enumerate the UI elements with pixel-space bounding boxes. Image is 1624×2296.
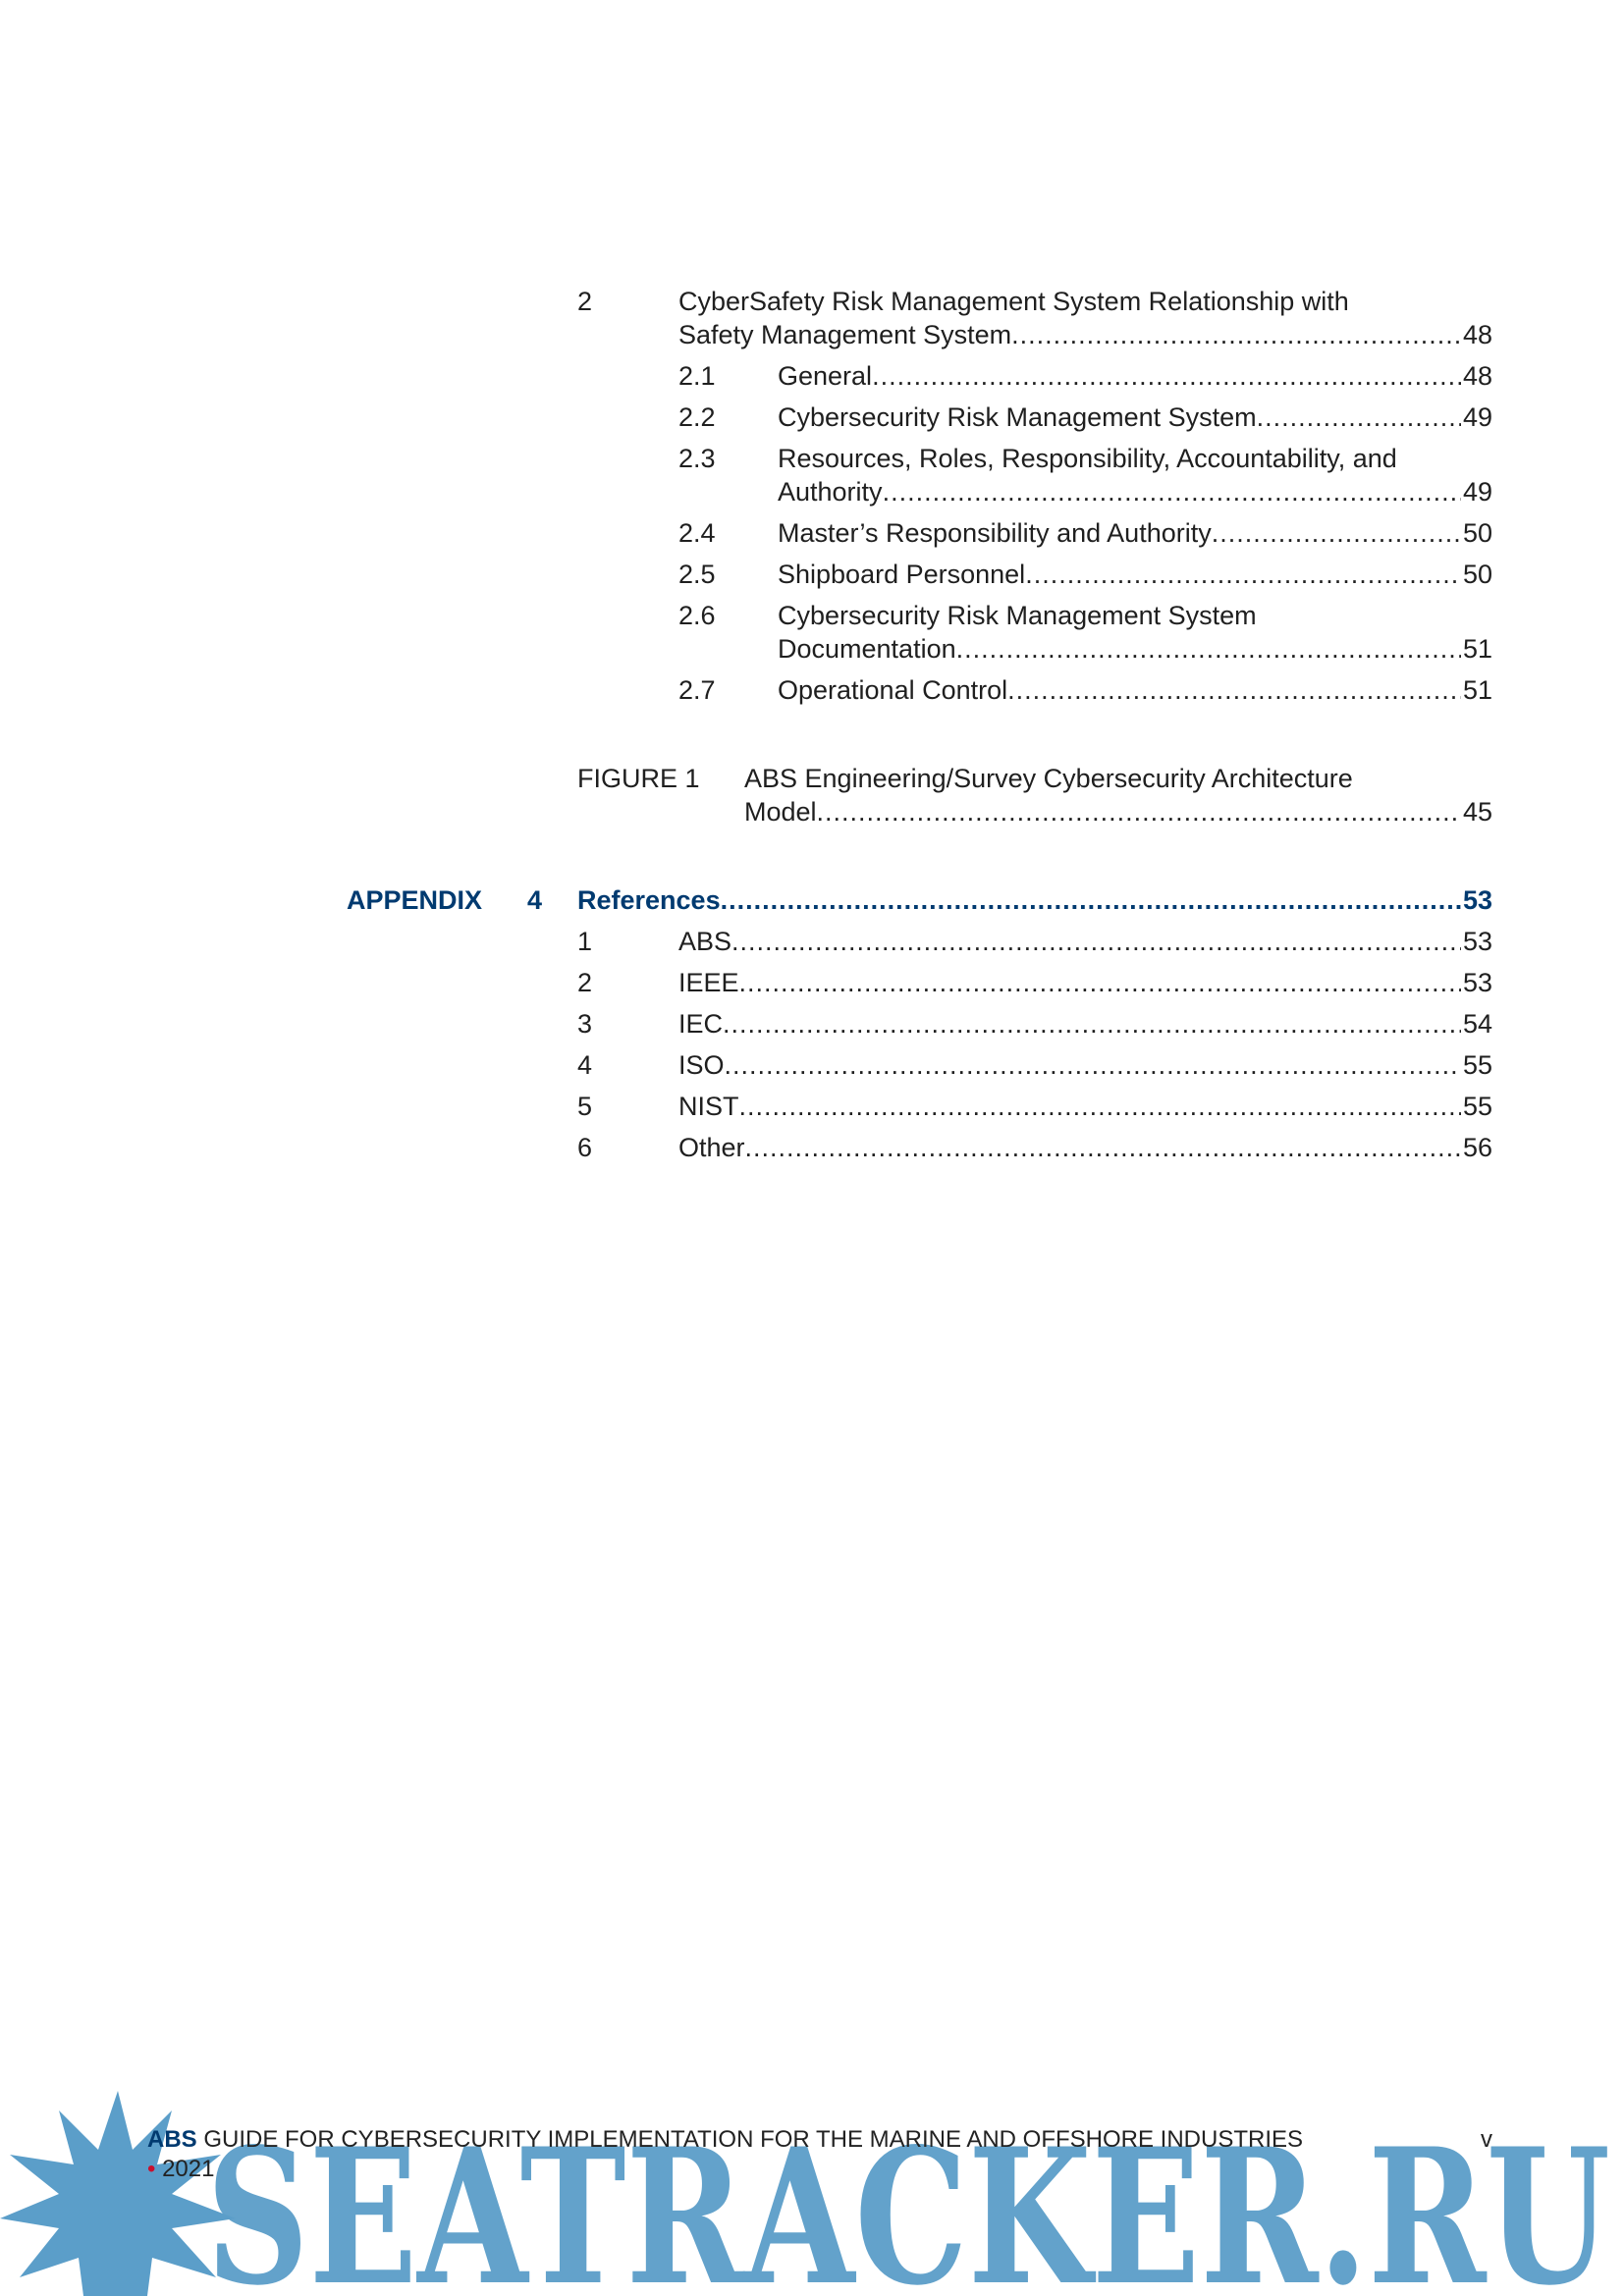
toc-entry-ref-2[interactable] bbox=[577, 966, 1492, 999]
figure-title-line1: ABS Engineering/Survey Cybersecurity Architecture bbox=[744, 764, 1353, 793]
figure-title-line2: Model bbox=[744, 797, 817, 827]
dot-leader bbox=[872, 359, 1461, 393]
page-number: 50 bbox=[1462, 518, 1492, 548]
footer-year: 2021 bbox=[162, 2156, 215, 2182]
toc-entry-2-5[interactable] bbox=[678, 558, 1492, 591]
dot-leader bbox=[1212, 516, 1461, 550]
item-number: 4 bbox=[577, 1050, 593, 1080]
page-number: 51 bbox=[1462, 675, 1492, 705]
subsection-number: 2.1 bbox=[678, 361, 716, 391]
toc-entry-ref-3[interactable] bbox=[577, 1007, 1492, 1041]
subsection-title: Shipboard Personnel bbox=[778, 560, 1026, 589]
item-title: ABS bbox=[678, 927, 732, 956]
item-number: 2 bbox=[577, 968, 593, 997]
subsection-title: Master’s Responsibility and Authority bbox=[778, 518, 1212, 548]
footer-bullet: • bbox=[147, 2156, 156, 2182]
subsection-title-line2: Authority bbox=[778, 477, 883, 507]
page-number: 55 bbox=[1462, 1050, 1492, 1080]
subsection-number: 2.5 bbox=[678, 560, 716, 589]
watermark-text: SEATRACKER.RU bbox=[206, 2108, 1610, 2296]
item-title: ISO bbox=[678, 1050, 725, 1080]
item-title: IEC bbox=[678, 1009, 724, 1039]
dot-leader bbox=[745, 1131, 1461, 1164]
toc-entry-2-4[interactable] bbox=[678, 516, 1492, 550]
toc-entry-figure-1[interactable] bbox=[577, 762, 1492, 830]
page-number: 53 bbox=[1462, 927, 1492, 956]
toc-entry-section-2[interactable] bbox=[577, 285, 1492, 353]
page-number: 48 bbox=[1462, 361, 1492, 391]
item-title: Other bbox=[678, 1133, 745, 1162]
appendix-label: APPENDIX bbox=[347, 885, 483, 915]
toc-entry-2-3[interactable] bbox=[678, 442, 1492, 510]
page-number: 49 bbox=[1462, 477, 1492, 507]
dot-leader bbox=[883, 475, 1461, 508]
dot-leader bbox=[725, 1048, 1461, 1082]
sun-burst-icon bbox=[0, 2091, 236, 2296]
dot-leader bbox=[723, 1007, 1461, 1041]
appendix-number: 4 bbox=[527, 885, 543, 915]
toc-entry-2-1[interactable] bbox=[678, 359, 1492, 393]
item-number: 5 bbox=[577, 1092, 593, 1121]
subsection-title-line1: Cybersecurity Risk Management System bbox=[778, 601, 1257, 630]
subsection-number: 2.3 bbox=[678, 444, 716, 473]
footer-text: GUIDE FOR CYBERSECURITY IMPLEMENTATION FOR THE MARINE AND OFFSHORE INDUSTRIES bbox=[203, 2126, 1304, 2153]
dot-leader bbox=[1257, 400, 1461, 434]
page-number: 48 bbox=[1462, 320, 1492, 349]
page-number: 45 bbox=[1462, 797, 1492, 827]
toc-entry-2-7[interactable] bbox=[678, 673, 1492, 707]
dot-leader bbox=[1011, 318, 1461, 351]
toc-entry-ref-6[interactable] bbox=[577, 1131, 1492, 1164]
footer-page-number: v bbox=[1481, 2126, 1492, 2153]
dot-leader bbox=[956, 632, 1461, 666]
page-number: 49 bbox=[1462, 402, 1492, 432]
dot-leader bbox=[1025, 558, 1461, 591]
dot-leader bbox=[739, 966, 1461, 999]
page-number: 53 bbox=[1462, 968, 1492, 997]
subsection-number: 2.2 bbox=[678, 402, 716, 432]
dot-leader bbox=[731, 925, 1461, 958]
subsection-title: Cybersecurity Risk Management System bbox=[778, 402, 1257, 432]
page-footer bbox=[147, 2125, 1492, 2184]
item-number: 1 bbox=[577, 927, 593, 956]
item-number: 3 bbox=[577, 1009, 593, 1039]
page-number: 51 bbox=[1462, 634, 1492, 664]
item-number: 6 bbox=[577, 1133, 593, 1162]
toc-entry-ref-5[interactable] bbox=[577, 1090, 1492, 1123]
dot-leader bbox=[721, 883, 1461, 917]
appendix-title: References bbox=[577, 885, 721, 915]
toc-entry-ref-4[interactable] bbox=[577, 1048, 1492, 1082]
page-number: 50 bbox=[1462, 560, 1492, 589]
item-title: NIST bbox=[678, 1092, 739, 1121]
subsection-title: General bbox=[778, 361, 873, 391]
toc-entry-2-6[interactable] bbox=[678, 599, 1492, 667]
section-title-line1: CyberSafety Risk Management System Relationship with bbox=[678, 287, 1349, 316]
subsection-title-line1: Resources, Roles, Responsibility, Accountability, and bbox=[778, 444, 1397, 473]
dot-leader bbox=[817, 795, 1461, 828]
subsection-number: 2.4 bbox=[678, 518, 716, 548]
figure-label: FIGURE 1 bbox=[577, 764, 700, 793]
dot-leader bbox=[1007, 673, 1461, 707]
page-number: 53 bbox=[1462, 885, 1492, 915]
page-number: 54 bbox=[1462, 1009, 1492, 1039]
page-number: 55 bbox=[1462, 1092, 1492, 1121]
toc-entry-appendix-4[interactable] bbox=[347, 883, 1492, 917]
section-number: 2 bbox=[577, 287, 593, 316]
dot-leader bbox=[739, 1090, 1461, 1123]
subsection-title-line2: Documentation bbox=[778, 634, 956, 664]
subsection-number: 2.6 bbox=[678, 601, 716, 630]
footer-brand: ABS bbox=[147, 2126, 197, 2153]
section-title-line2: Safety Management System bbox=[678, 320, 1012, 349]
subsection-number: 2.7 bbox=[678, 675, 716, 705]
toc-entry-2-2[interactable] bbox=[678, 400, 1492, 434]
page-number: 56 bbox=[1462, 1133, 1492, 1162]
item-title: IEEE bbox=[678, 968, 739, 997]
toc-entry-ref-1[interactable] bbox=[577, 925, 1492, 958]
subsection-title: Operational Control bbox=[778, 675, 1008, 705]
